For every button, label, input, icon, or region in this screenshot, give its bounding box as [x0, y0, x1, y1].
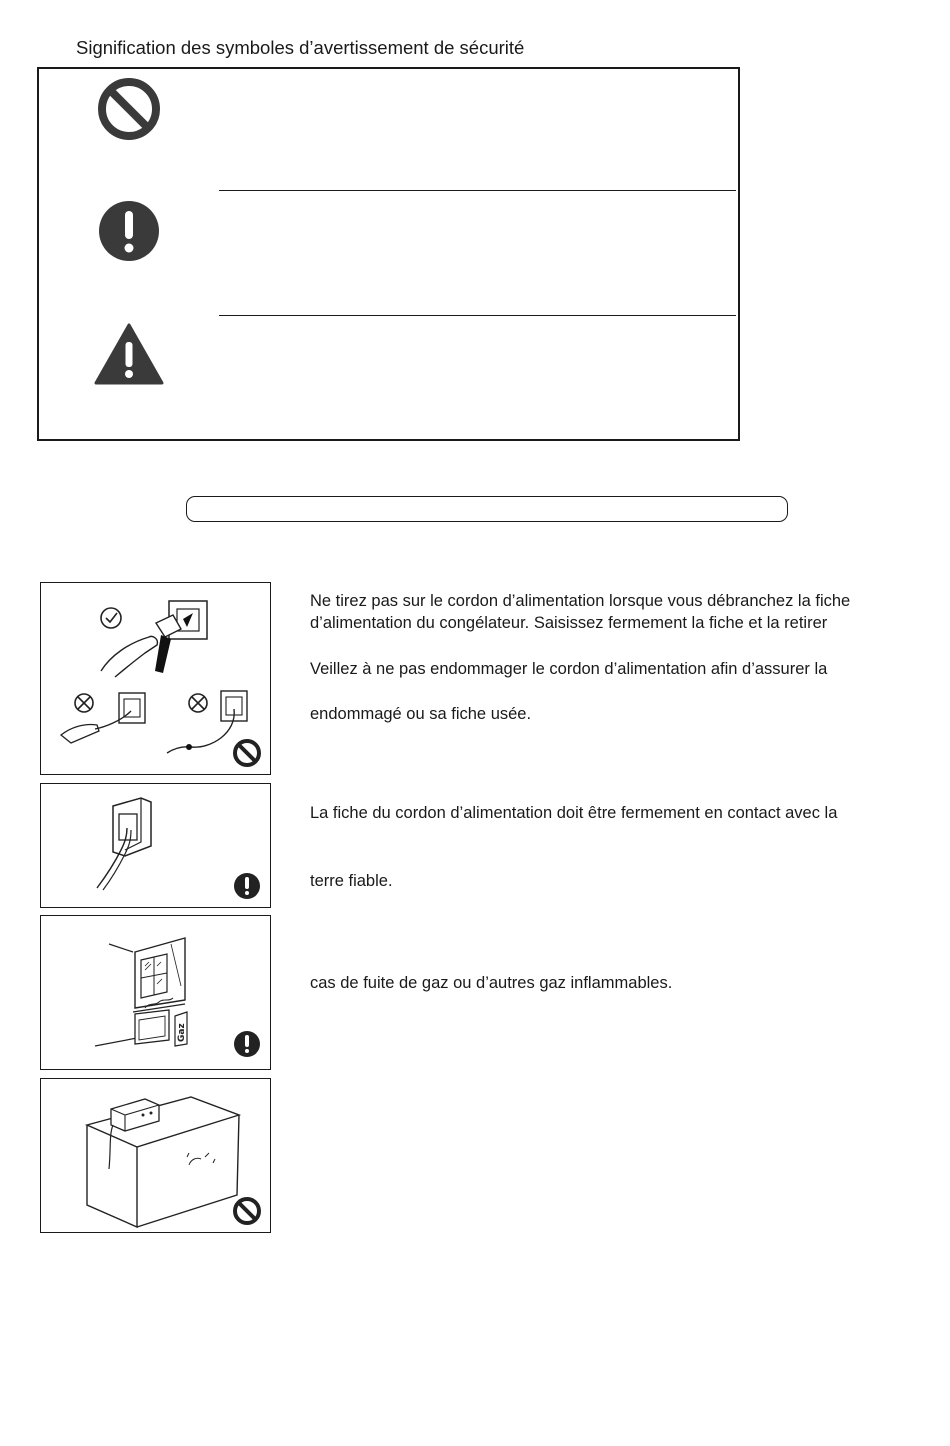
mandatory-exclamation-icon: [234, 873, 260, 899]
paragraph-line: Ne tirez pas sur le cordon d’alimentation lorsque vous débranchez la fiche: [310, 592, 851, 610]
prohibition-icon: [235, 741, 259, 765]
unplug-by-plug-illustration: [40, 582, 271, 775]
cross-circle-icon: [189, 694, 207, 712]
warning-triangle-icon: [94, 322, 164, 386]
paragraph-line: endommagé ou sa fiche usée.: [310, 705, 532, 723]
gas-leak-window-illustration: [40, 915, 271, 1070]
plug-in-socket-illustration: [40, 783, 271, 908]
check-circle-icon: [101, 608, 121, 628]
paragraph-line: Veillez à ne pas endommager le cordon d’alimentation afin d’assurer la: [310, 660, 828, 678]
paragraph-line: La fiche du cordon d’alimentation doit être fermement en contact avec la: [310, 804, 838, 822]
cross-circle-icon: [75, 694, 93, 712]
paragraph-line: d’alimentation du congélateur. Saisissez fermement la fiche et la retirer: [310, 614, 828, 632]
symbols-divider-2: [219, 315, 736, 316]
prohibition-icon: [235, 1199, 259, 1223]
mandatory-exclamation-icon: [234, 1031, 260, 1057]
gas-label: Gaz: [177, 1023, 187, 1042]
prohibition-icon: [96, 78, 162, 140]
section-heading-banner: [186, 496, 788, 522]
section-title: Signification des symboles d’avertissement de sécurité: [76, 37, 525, 58]
paragraph-line: cas de fuite de gaz ou d’autres gaz inflammables.: [310, 974, 673, 992]
appliance-on-top-illustration: [40, 1078, 271, 1233]
paragraph-line: terre fiable.: [310, 872, 393, 890]
symbols-divider-1: [219, 190, 736, 191]
mandatory-exclamation-icon: [98, 200, 160, 262]
